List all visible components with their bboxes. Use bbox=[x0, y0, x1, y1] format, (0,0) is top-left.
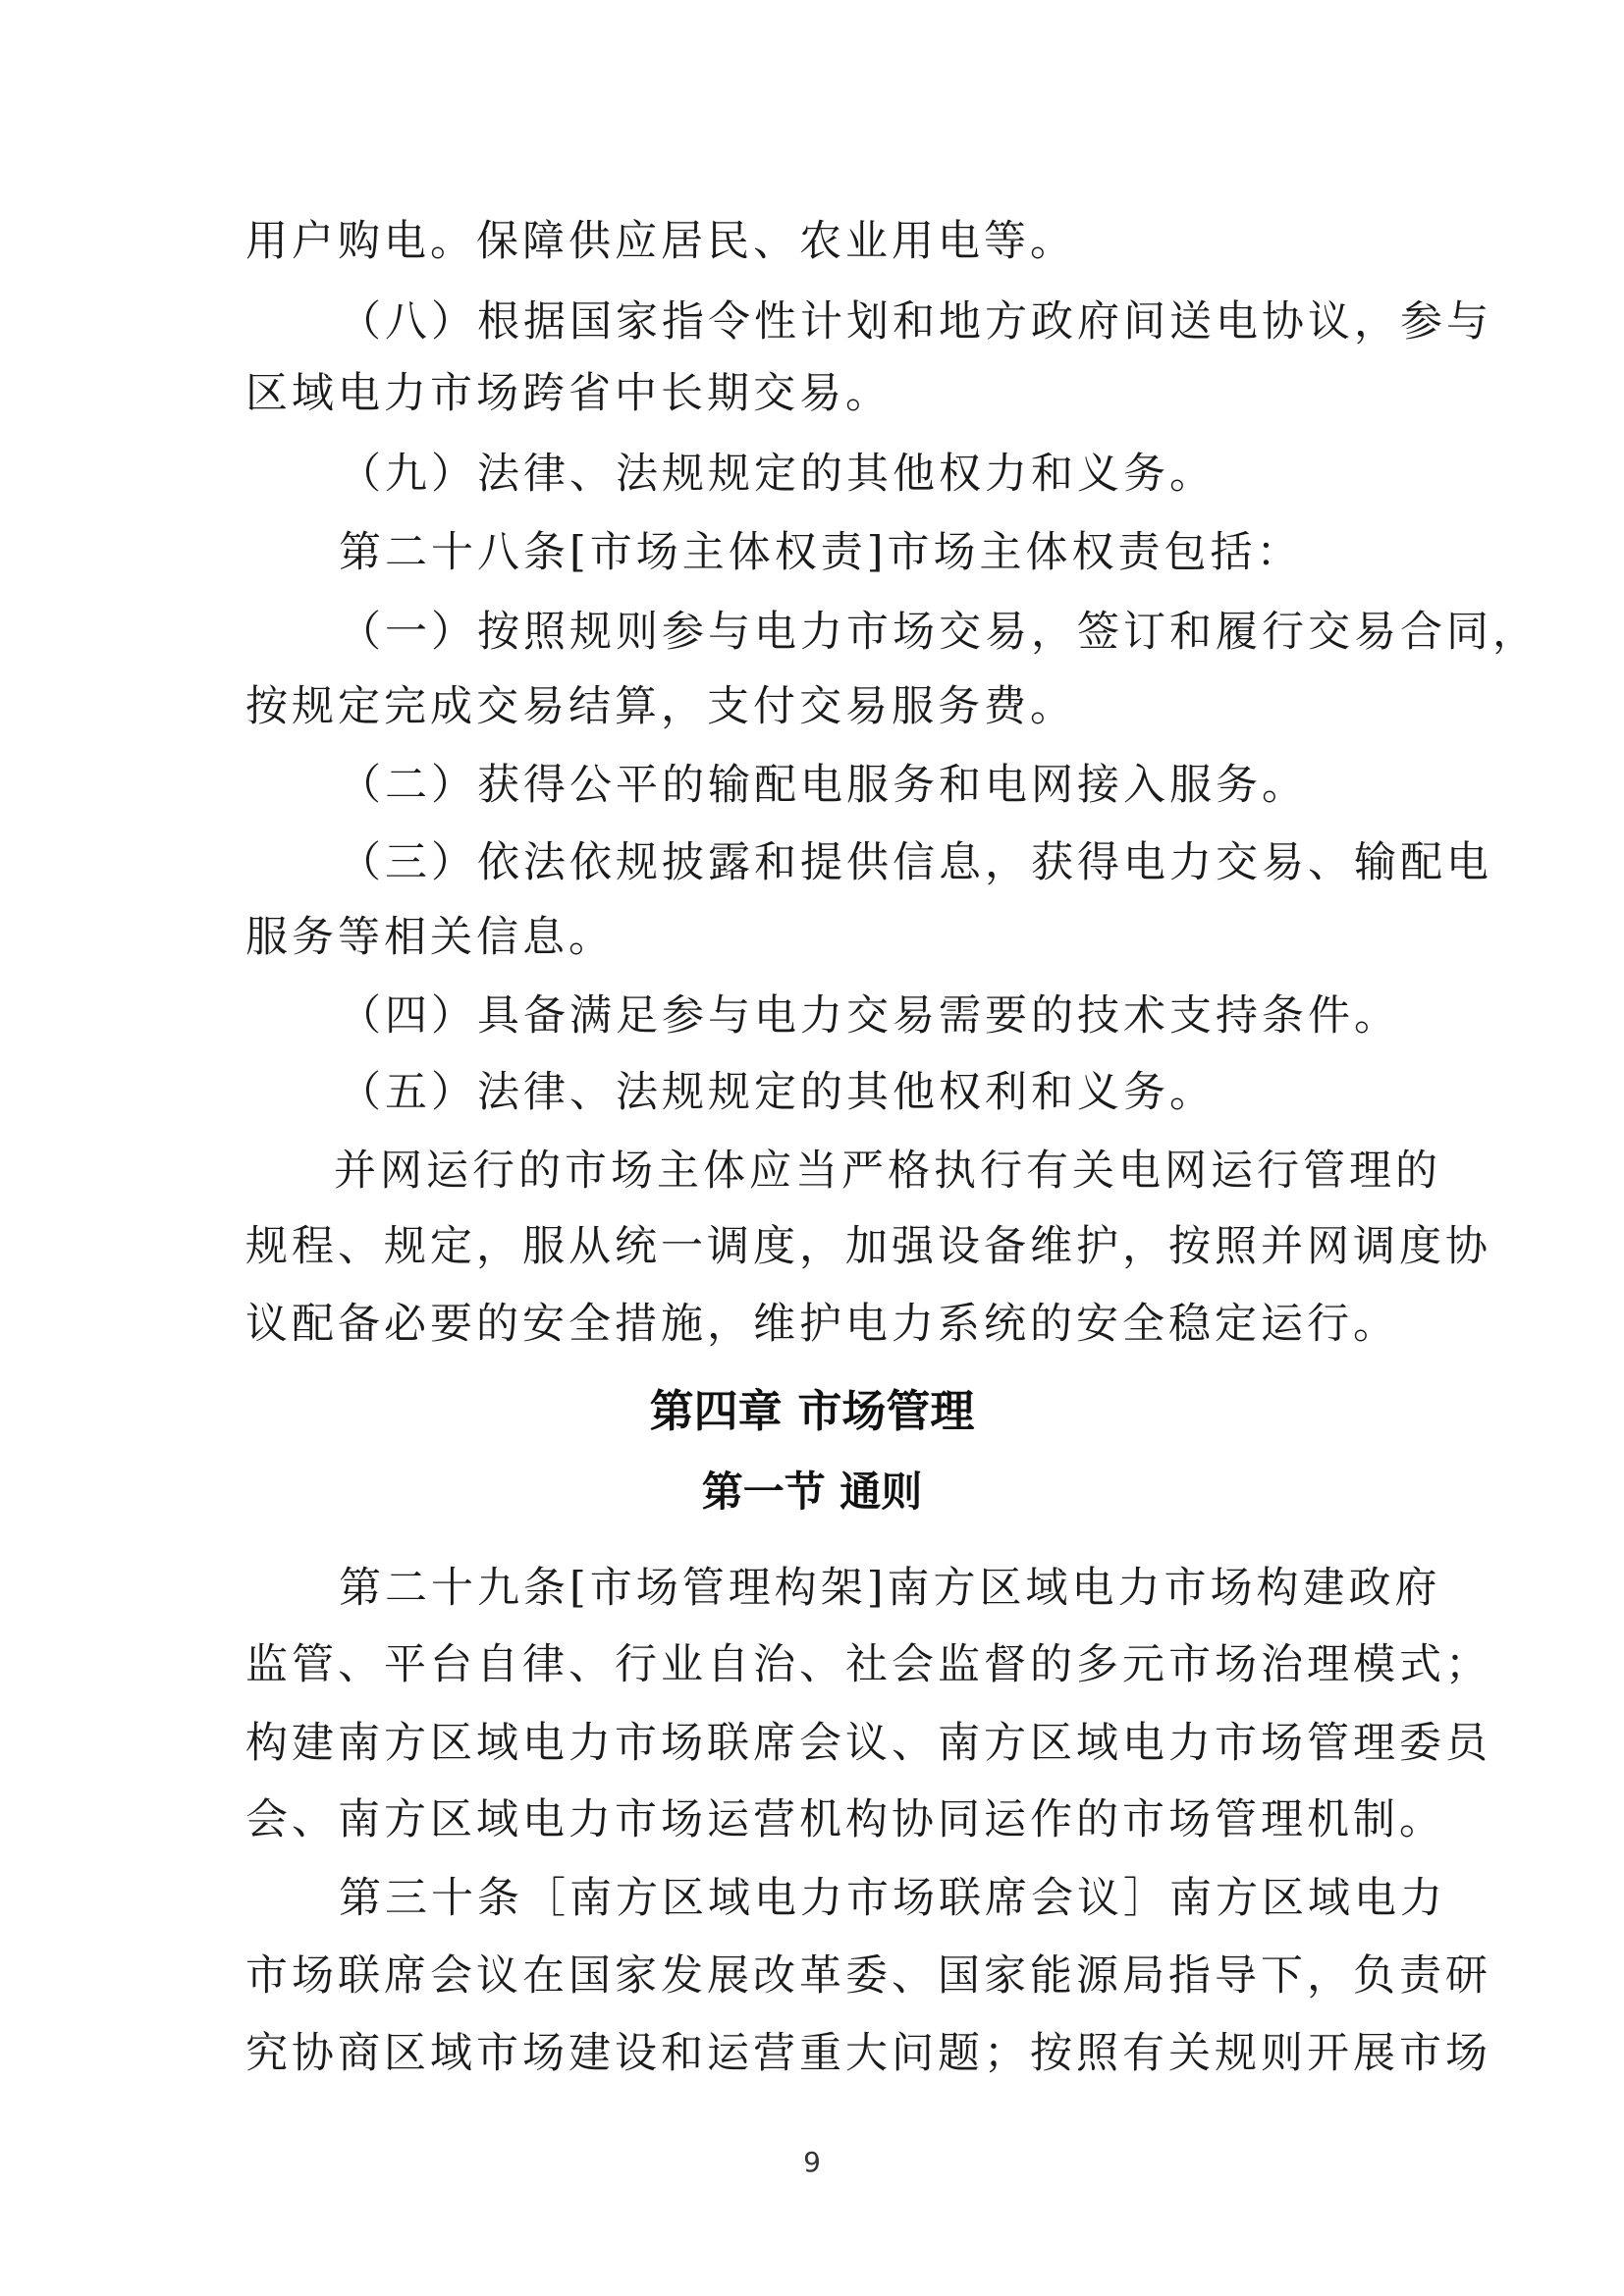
text-line: 构建南方区域电力市场联席会议、南方区域电力市场管理委员 bbox=[245, 1719, 1491, 1768]
text-line: 服务等相关信息。 bbox=[245, 913, 615, 962]
text-line: 第三十条［南方区域电力市场联席会议］南方区域电力 bbox=[339, 1874, 1446, 1923]
text-line: 第二十九条[市场管理构架]南方区域电力市场构建政府 bbox=[339, 1564, 1441, 1613]
text-line: 市场联席会议在国家发展改革委、国家能源局指导下，负责研 bbox=[245, 1951, 1491, 2001]
text-line: 区域电力市场跨省中长期交易。 bbox=[245, 369, 892, 418]
text-line: （九）法律、法规规定的其他权力和义务。 bbox=[339, 450, 1216, 499]
text-line: 规程、规定，服从统一调度，加强设备维护，按照并网调度协 bbox=[245, 1222, 1491, 1271]
text-line: 议配备必要的安全措施，维护电力系统的安全稳定运行。 bbox=[245, 1300, 1399, 1349]
text-line: （二）获得公平的输配电服务和电网接入服务。 bbox=[339, 761, 1308, 810]
text-line: 监管、平台自律、行业自治、社会监督的多元市场治理模式； bbox=[245, 1640, 1491, 1689]
text-line: （三）依法依规披露和提供信息，获得电力交易、输配电 bbox=[339, 838, 1492, 887]
text-line: （四）具备满足参与电力交易需要的技术支持条件。 bbox=[339, 991, 1400, 1041]
text-line: （一）按照规则参与电力市场交易，签订和履行交易合同， bbox=[339, 608, 1539, 657]
text-line: （五）法律、法规规定的其他权利和义务。 bbox=[339, 1068, 1216, 1117]
page-number: 9 bbox=[803, 2146, 821, 2178]
text-line: 按规定完成交易结算，支付交易服务费。 bbox=[245, 682, 1076, 731]
text-line: 用户购电。保障供应居民、农业用电等。 bbox=[245, 217, 1076, 266]
text-line: 第二十八条[市场主体权责]市场主体权责包括： bbox=[339, 528, 1303, 577]
text-line: 会、南方区域电力市场运营机构协同运作的市场管理机制。 bbox=[245, 1795, 1445, 1844]
text-line: 并网运行的市场主体应当严格执行有关电网运行管理的 bbox=[334, 1147, 1441, 1196]
text-line: 究协商区域市场建设和运营重大问题；按照有关规则开展市场 bbox=[245, 2029, 1491, 2078]
chapter-title: 第四章 市场管理 bbox=[649, 1385, 975, 1437]
text-line: （八）根据国家指令性计划和地方政府间送电协议，参与 bbox=[339, 297, 1492, 347]
section-title: 第一节 通则 bbox=[701, 1468, 923, 1516]
